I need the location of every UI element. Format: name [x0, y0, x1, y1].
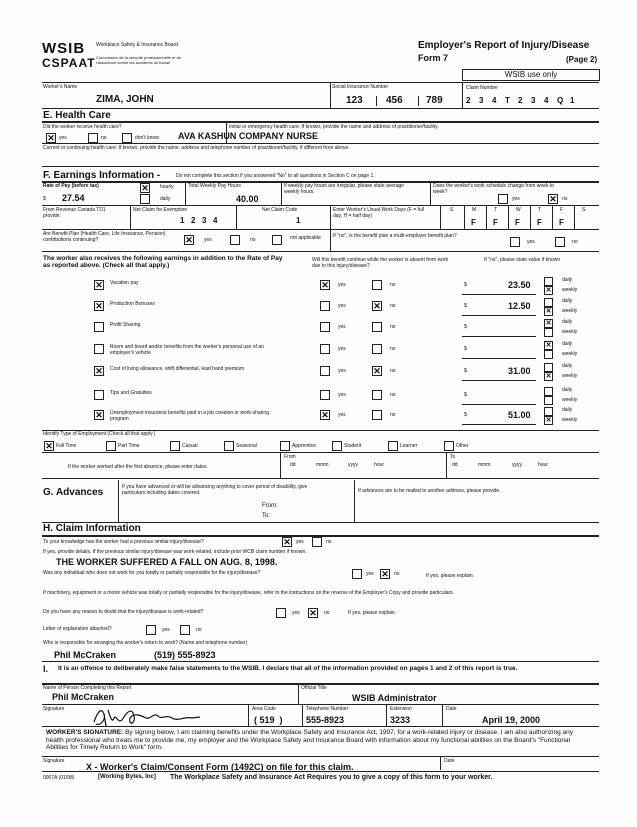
earnings-heading: The worker also receives the following earnings in addition to the Rate of Pay as reported above. (Check all that apply.) — [43, 255, 283, 269]
health-care-no-label: no — [101, 135, 107, 141]
employment-seasonal-checkbox[interactable] — [224, 441, 234, 451]
continue-yes-4[interactable] — [320, 366, 330, 376]
employment-learner-checkbox[interactable] — [388, 441, 398, 451]
employment-seasonal-label: Seasonal — [236, 443, 257, 449]
per-weekly-0[interactable]: ✕ — [545, 287, 552, 294]
dollar-sign: $ — [43, 196, 46, 202]
benefit-na-label: not applicable — [290, 235, 321, 241]
earning-dollar-2: $ — [464, 324, 467, 330]
third-party-yes-checkbox[interactable] — [352, 569, 362, 579]
net-code-value: 1 — [296, 216, 301, 225]
copy-notice: The Workplace Safety and Insurance Act Requires you to give a copy of this form to your worker. — [170, 774, 493, 781]
worker-name-label: Worker's Name — [43, 84, 78, 90]
weekly-hours-value: 40.00 — [236, 194, 259, 204]
continue-yes-6[interactable]: ✕ — [321, 410, 329, 420]
benefit-no-checkbox[interactable] — [230, 235, 240, 245]
continue-yes-2[interactable] — [320, 322, 330, 332]
per-weekly-4[interactable]: ✕ — [545, 373, 552, 380]
irregular-hours-label: If weekly pay hours are irregular, please state average weekly hours. — [284, 183, 405, 195]
day-header-5: F — [560, 207, 564, 213]
letter-yes-label: yes — [162, 627, 170, 633]
continue-no-5[interactable] — [372, 390, 382, 400]
benefit-yes-checkbox[interactable]: ✕ — [185, 235, 193, 245]
official-title-value: WSIB Administrator — [352, 693, 437, 703]
third-party-no-label: no — [394, 571, 400, 577]
letter-no-checkbox[interactable] — [180, 625, 190, 635]
day-header-4: T — [538, 207, 542, 213]
day-divider — [508, 205, 509, 229]
earning-dollar-3: $ — [464, 346, 467, 352]
previous-no-checkbox[interactable] — [312, 537, 322, 547]
letter-yes-checkbox[interactable] — [146, 625, 156, 635]
per-daily-2[interactable]: ✕ — [545, 320, 552, 327]
continue-no-label-0: no — [390, 282, 396, 288]
value-heading: If "no", please state value if known — [484, 257, 561, 263]
earning-checkbox-2[interactable] — [94, 322, 104, 332]
hourly-label: hourly — [160, 184, 174, 190]
employment-other-label: Other — [456, 443, 469, 449]
employment-type-label: Identify Type of Employment (Check all that apply.) — [43, 431, 156, 437]
previous-no-label: no — [326, 539, 332, 545]
earning-dollar-0: $ — [464, 282, 467, 288]
per-weekly-1[interactable]: ✕ — [545, 308, 552, 315]
continue-no-label-3: no — [390, 346, 396, 352]
initial-care-value: AVA KASHUN COMPANY NURSE — [178, 131, 319, 141]
earning-label-4: Cost of living allowance, shift differential, lead hand premium — [110, 366, 245, 372]
earning-label-1: Production Bonuses — [110, 301, 155, 307]
per-daily-3[interactable]: ✕ — [545, 342, 552, 349]
per-daily-label-5: daily — [562, 387, 573, 393]
sin-label: Social Insurance Number — [332, 84, 389, 90]
continue-yes-label-6: yes — [338, 412, 346, 418]
weekly-hours-label: Total Weekly Pay Hours — [188, 183, 241, 189]
day-value-5[interactable]: F — [559, 218, 564, 227]
net-claim-digits: 1 2 3 4 — [180, 216, 218, 225]
day-header-1: M — [472, 207, 477, 213]
per-daily-1[interactable] — [544, 298, 553, 307]
third-party-explain: If yes, please explain. — [426, 573, 475, 579]
multi-yes-checkbox[interactable] — [510, 237, 520, 247]
schedule-change-label: Does the worker's work schedule change from week to week? — [433, 183, 555, 195]
extension-value: 3233 — [390, 715, 411, 725]
cspaat-logo: CSPAAT — [42, 56, 96, 70]
day-divider — [574, 205, 575, 229]
section-e-title: E. Health Care — [43, 110, 111, 121]
completed-by-label: Name of Person Completing this Report — [43, 685, 132, 691]
section-h-title: H. Claim Information — [43, 523, 141, 534]
continue-yes-label-3: yes — [338, 346, 346, 352]
per-weekly-label-2: weekly — [562, 329, 578, 335]
earning-dollar-4: $ — [464, 368, 467, 374]
per-daily-label-3: daily — [562, 341, 573, 347]
sin-part-1: 123 — [346, 95, 363, 106]
previous-details-question: If yes, provide details. If the previous similar injury/disease was work-related, include prior WCB claim number if known. — [43, 549, 307, 555]
earning-value-4: 31.00 — [508, 366, 531, 376]
multi-yes-label: yes — [527, 239, 535, 245]
continue-yes-5[interactable] — [320, 390, 330, 400]
rtw-phone: (519) 555-8923 — [154, 650, 216, 660]
form-number: Form 7 — [418, 53, 449, 63]
per-weekly-5[interactable] — [544, 396, 553, 405]
day-divider — [530, 205, 531, 229]
benefit-yes-label: yes — [204, 237, 212, 243]
per-weekly-label-6: weekly — [562, 417, 578, 423]
consent-form-note: X - Worker's Claim/Consent Form (1492C) on file for this claim. — [86, 762, 354, 772]
advances-from-label: From: — [262, 503, 278, 509]
to-mmm: mmm — [478, 462, 491, 468]
net-code-label: Net Claim Code — [262, 207, 298, 213]
return-to-work-question: Who is responsible for arranging the worker's return to work? (Name and telephone number) — [43, 640, 248, 646]
earning-checkbox-0[interactable]: ✕ — [95, 280, 103, 290]
earning-value-line — [462, 404, 536, 405]
earning-value-line — [462, 294, 536, 295]
signature-label: Signature — [43, 706, 65, 712]
page-number: (Page 2) — [566, 55, 598, 64]
hourly-checkbox[interactable]: ✕ — [141, 183, 149, 193]
board-name-en: Workplace Safety & Insurance Board — [96, 42, 178, 48]
continue-yes-3[interactable] — [320, 344, 330, 354]
from-hour: hour — [374, 462, 385, 468]
multi-no-checkbox[interactable] — [555, 237, 565, 247]
claim-number-label: Claim Number — [466, 85, 498, 91]
continue-yes-label-1: yes — [338, 303, 346, 309]
per-daily-0[interactable] — [544, 277, 553, 286]
earning-value-1: 12.50 — [508, 301, 531, 311]
per-weekly-label-5: weekly — [562, 397, 578, 403]
worker-name: ZIMA, JOHN — [96, 94, 154, 105]
earning-checkbox-3[interactable] — [94, 344, 104, 354]
date-label: Date — [446, 706, 457, 712]
per-daily-4[interactable] — [544, 363, 553, 372]
net-claim-label: Net Claim for Exemption — [133, 207, 188, 213]
advances-mailed-label: If advances are to be mailed to another address, please provide. — [358, 488, 501, 494]
from-dd: dd — [290, 462, 296, 468]
continue-yes-0[interactable]: ✕ — [321, 280, 329, 290]
signature2-label: Signature — [43, 758, 65, 764]
letter-no-label: no — [196, 627, 202, 633]
continue-yes-1[interactable] — [320, 301, 330, 311]
wsib-use-box: WSIB use only — [462, 69, 600, 81]
section-g-title: G. Advances — [43, 487, 104, 498]
earning-value-line — [462, 336, 536, 337]
employment-student-label: Student — [344, 443, 362, 449]
benefit-plan-label: Are Benefit Plan (Health Care, Life Insurance, Pension) contributions continuing? — [43, 231, 166, 243]
health-care-no-checkbox[interactable] — [88, 133, 98, 143]
earning-checkbox-1[interactable]: ✕ — [95, 301, 103, 311]
per-weekly-label-0: weekly — [562, 287, 578, 293]
day-value-1[interactable]: F — [471, 218, 476, 227]
continue-no-label-2: no — [390, 324, 396, 330]
earning-label-5: Tips and Gratuities — [110, 390, 152, 396]
telephone-label: Telephone Number — [306, 706, 349, 712]
advances-to-label: To: — [262, 513, 271, 519]
per-daily-label-6: daily — [562, 407, 573, 413]
employment-other-checkbox[interactable] — [444, 441, 454, 451]
continue-yes-label-2: yes — [338, 324, 346, 330]
earning-value-line — [462, 315, 536, 316]
employment-part-time-checkbox[interactable] — [106, 441, 116, 451]
from-label: From — [284, 454, 296, 460]
employment-apprentice-label: Apprentice — [292, 443, 316, 449]
per-weekly-label-4: weekly — [562, 373, 578, 379]
benefit-no-label: no — [250, 237, 256, 243]
previous-details-answer: THE WORKER SUFFERED A FALL ON AUG. 8, 1998. — [56, 557, 278, 567]
earning-checkbox-4[interactable]: ✕ — [95, 366, 103, 376]
date2-label: Date — [444, 758, 455, 764]
per-daily-label-4: daily — [562, 363, 573, 369]
health-care-yes-label: yes — [59, 135, 67, 141]
rtw-name: Phil McCraken — [54, 650, 117, 660]
employment-casual-label: Casual — [182, 443, 198, 449]
claim-number: 2 3 4 T 2 3 4 Q 1 — [466, 96, 575, 105]
continue-no-label-1: no — [390, 303, 396, 309]
per-daily-label-2: daily — [562, 319, 573, 325]
employment-full-time-label: Full Time — [56, 443, 77, 449]
doubt-explain: If yes, please explain. — [348, 610, 397, 616]
section-i-letter: I. — [43, 664, 49, 674]
td1-label: From Revenue Canada TD1 provide: — [43, 207, 106, 219]
earning-checkbox-5[interactable] — [94, 390, 104, 400]
multi-no-label: no — [572, 239, 578, 245]
false-statement-warning: It is an offence to deliberately make false statements to the WSIB. I declare that all of the information provided on pages 1 and 2 of this report is true. — [58, 665, 518, 672]
employment-apprentice-checkbox[interactable] — [280, 441, 290, 451]
section-f-note: Do not complete this section if you answered "No" to all questions in Section C on page 1. — [176, 173, 375, 179]
per-weekly-label-3: weekly — [562, 351, 578, 357]
day-header-6: S — [582, 207, 586, 213]
to-label: To — [450, 454, 456, 460]
employment-part-time-label: Part Time — [118, 443, 140, 449]
earning-dollar-5: $ — [464, 392, 467, 398]
day-value-2[interactable]: F — [493, 218, 498, 227]
worker-signature-title: WORKER'S SIGNATURE: — [46, 729, 124, 736]
per-weekly-label-1: weekly — [562, 308, 578, 314]
per-weekly-2[interactable] — [544, 328, 553, 337]
sin-part-3: 789 — [426, 95, 443, 106]
earning-checkbox-6[interactable]: ✕ — [95, 410, 103, 420]
earning-dollar-1: $ — [464, 303, 467, 309]
from-mmm: mmm — [316, 462, 329, 468]
per-daily-label-1: daily — [562, 298, 573, 304]
employment-casual-checkbox[interactable] — [170, 441, 180, 451]
worker-signature-body: By signing below, I am claiming benefits under the Workplace Safety and Insurance Act, 1997, for a work-related injury or disease. I am also authorizing any health professional who treats me to provide me, my employer and the Workplace Safety and Insurance Board with information about my functional abilities on the Board's "Functional Abilities for Timely Return to Work" form. — [46, 729, 573, 751]
per-weekly-6[interactable]: ✕ — [545, 417, 552, 424]
doubt-question: Do you have any reason to doubt that the injury/disease is work-related? — [43, 609, 204, 615]
advances-description: If you have advanced or will be advancing anything to cover period of disability, give particulars including dates covered. — [122, 484, 308, 496]
continue-heading: Will this benefit continue while the worker is absent from work due to this injury/disease? — [312, 257, 449, 269]
letter-question: Letter of explanation attached? — [43, 626, 112, 632]
to-dd: dd — [452, 462, 458, 468]
from-yyyy: yyyy — [348, 462, 358, 468]
earning-label-0: Vacation pay — [110, 280, 139, 286]
third-party-no-checkbox[interactable]: ✕ — [381, 569, 389, 579]
usual-days-label: Enter Worker's Usual Work Days (F = full day, H = half day) — [333, 207, 424, 219]
telephone-value: 555-8923 — [306, 715, 345, 725]
previous-yes-checkbox[interactable]: ✕ — [283, 537, 291, 547]
worked-after-label: If the worker worked after the first absence, please enter dates. — [68, 464, 208, 470]
sin-part-2: 456 — [386, 95, 403, 106]
health-care-dontknow-checkbox[interactable] — [122, 133, 132, 143]
rate-of-pay-value: 27.54 — [62, 193, 85, 203]
employment-learner-label: Learner — [400, 443, 418, 449]
earning-dollar-6: $ — [464, 412, 467, 418]
continue-no-2[interactable] — [372, 322, 382, 332]
doubt-no-label: no — [324, 610, 330, 616]
continue-no-label-6: no — [390, 412, 396, 418]
doubt-yes-label: yes — [292, 610, 300, 616]
machinery-question: If machinery, equipment or a motor vehicle was totally or partially responsible for the injury/disease, refer to the instructions on the reverse of the Employer's Copy and provide particulars. — [43, 590, 455, 596]
working-bytes: [Working Bytes, Inc] — [98, 774, 156, 780]
continue-no-3[interactable] — [372, 344, 382, 354]
continue-yes-label-5: yes — [338, 392, 346, 398]
previous-injury-question: To your knowledge has the worker had a previous similar injury/disease? — [43, 539, 204, 545]
wsib-logo: WSIB — [42, 40, 86, 57]
earning-label-6: Unemployment insurance benefits paid in a job creation or work-sharing program — [110, 410, 269, 422]
day-header-3: W — [516, 207, 521, 213]
continue-no-0[interactable] — [372, 280, 382, 290]
to-yyyy: yyyy — [512, 462, 522, 468]
initial-care-question: Initial or emergency health care: If known, provide the name and address of practitioner/facility. — [229, 124, 439, 130]
to-hour: hour — [538, 462, 549, 468]
official-title-label: Official Title — [301, 685, 327, 691]
continue-yes-label-4: yes — [338, 368, 346, 374]
date-value: April 19, 2000 — [482, 715, 541, 725]
per-daily-5[interactable] — [544, 387, 553, 396]
daily-label: daily — [160, 196, 171, 202]
continue-no-label-4: no — [390, 368, 396, 374]
continue-no-4[interactable]: ✕ — [373, 366, 381, 376]
third-party-question: Was any individual who does not work for you totally or partially responsible for the injury/disease? — [43, 570, 261, 576]
continue-yes-label-0: yes — [338, 282, 346, 288]
continue-no-6[interactable] — [372, 410, 382, 420]
day-value-4[interactable]: F — [537, 218, 542, 227]
board-name-fr: Commission de la sécurité professionnelle et de l'assurance contre les accidents du travail — [96, 55, 181, 65]
day-header-0: S — [450, 207, 454, 213]
earning-value-line — [462, 358, 536, 359]
area-code-label: Area Code — [252, 706, 276, 712]
completed-by-name: Phil McCraken — [52, 692, 115, 702]
rate-of-pay-label: Rate of Pay (before tax) — [43, 183, 99, 189]
third-party-yes-label: yes — [366, 571, 374, 577]
health-care-dontknow-label: don't know — [135, 135, 159, 141]
earning-label-2: Profit Sharing — [110, 322, 141, 328]
doubt-yes-checkbox[interactable] — [276, 608, 286, 618]
schedule-no-label: no — [562, 196, 568, 202]
earning-value-line — [462, 380, 536, 381]
schedule-yes-label: yes — [512, 196, 520, 202]
doubt-no-checkbox[interactable]: ✕ — [309, 608, 317, 618]
benefit-na-checkbox[interactable] — [272, 235, 282, 245]
health-care-yes-checkbox[interactable]: ✕ — [47, 133, 55, 143]
day-value-3[interactable]: F — [515, 218, 520, 227]
section-f-title: F. Earnings Information - — [43, 170, 161, 181]
day-divider — [464, 205, 465, 229]
schedule-yes-checkbox[interactable] — [498, 194, 508, 204]
earning-value-0: 23.50 — [508, 280, 531, 290]
per-weekly-3[interactable] — [544, 350, 553, 359]
earning-value-6: 51.00 — [508, 410, 531, 420]
form-title: Employer's Report of Injury/Disease — [418, 40, 590, 51]
current-care-question: Current or continuing health care: If known, provide the name, address and telephone number of practitioner/facility, if different from above. — [43, 145, 350, 151]
extension-label: Extension — [390, 706, 412, 712]
previous-yes-label: yes — [296, 539, 304, 545]
employment-student-checkbox[interactable] — [332, 441, 342, 451]
day-header-2: T — [494, 207, 498, 213]
multi-employer-label: If "no", is the benefit plan a multi-employer benefit plan? — [333, 233, 457, 239]
per-daily-6[interactable] — [544, 407, 553, 416]
continue-no-1[interactable]: ✕ — [373, 301, 381, 311]
earning-label-3: Room and board and/or benefits from the worker's personal use of an employer's vehicle — [110, 344, 264, 356]
health-care-question: Did the worker receive health care? — [43, 124, 122, 130]
day-divider — [486, 205, 487, 229]
day-divider — [552, 205, 553, 229]
per-daily-label-0: daily — [562, 277, 573, 283]
schedule-no-checkbox[interactable]: ✕ — [549, 194, 557, 204]
form-code: 0007A (01/98) — [43, 775, 75, 781]
continue-no-label-5: no — [390, 392, 396, 398]
earning-value-line — [462, 424, 536, 425]
employment-full-time-checkbox[interactable]: ✕ — [45, 441, 53, 451]
worker-signature-text — [46, 729, 591, 752]
area-code-value: ( 519 ) — [254, 715, 283, 725]
daily-checkbox[interactable] — [140, 194, 150, 204]
